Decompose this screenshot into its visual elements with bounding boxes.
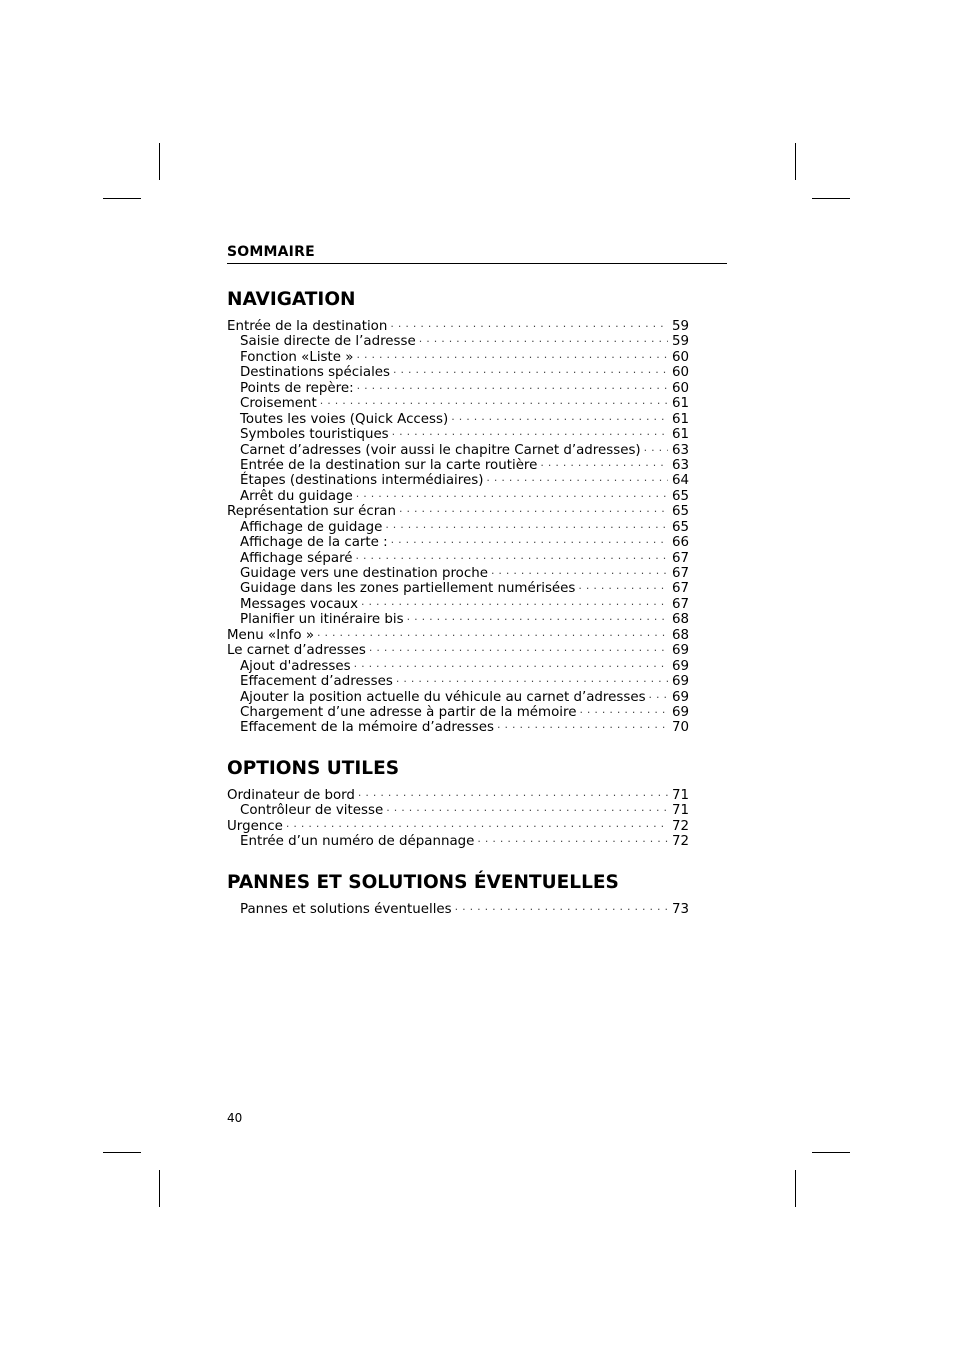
toc-entry-page: 67 — [671, 596, 689, 612]
toc-entry-page: 65 — [671, 504, 689, 520]
toc-entry-label: Guidage dans les zones partiellement numérisées — [240, 581, 576, 597]
dot-leader — [579, 705, 668, 720]
dot-leader — [385, 520, 668, 535]
toc-entry-page: 64 — [671, 473, 689, 489]
toc-entry-label: Ajout d'adresses — [240, 658, 351, 674]
toc-entry[interactable] — [227, 659, 689, 674]
toc-entry-page: 69 — [671, 658, 689, 674]
dot-leader — [396, 674, 668, 689]
toc-entry[interactable] — [227, 427, 689, 442]
toc-entry-label: Chargement d’une adresse à partir de la mémoire — [240, 704, 577, 720]
toc-entry-list — [227, 902, 689, 917]
dot-leader — [486, 473, 668, 488]
dot-leader — [419, 334, 668, 349]
toc-entry-label: Carnet d’adresses (voir aussi le chapitre Carnet d’adresses) — [240, 442, 641, 458]
toc-entry-label: Guidage vers une destination proche — [240, 566, 488, 581]
toc-entry-label: Toutes les voies (Quick Access) — [240, 411, 449, 427]
dot-leader — [455, 902, 668, 917]
toc-entry-page: 60 — [671, 365, 689, 381]
toc-entry-page: 61 — [671, 396, 689, 412]
toc-entry-label: Saisie directe de l’adresse — [240, 334, 416, 350]
toc-entry[interactable] — [227, 902, 689, 917]
dot-leader — [393, 365, 668, 380]
toc-entry-list — [227, 788, 689, 850]
toc-entry[interactable] — [227, 628, 689, 643]
dot-leader — [390, 319, 668, 334]
toc-entry-page: 70 — [671, 720, 689, 736]
toc-entry-page: 72 — [671, 818, 689, 834]
toc-entry-label: Ordinateur de bord — [227, 787, 355, 803]
dot-leader — [578, 581, 668, 596]
crop-mark-top-left-vertical — [159, 143, 160, 180]
toc-entry[interactable] — [227, 504, 689, 519]
dot-leader — [644, 443, 668, 458]
dot-leader — [407, 612, 668, 627]
dot-leader — [477, 834, 668, 849]
dot-leader — [357, 381, 668, 396]
toc-entry-page: 67 — [671, 566, 689, 581]
dot-leader — [317, 628, 668, 643]
toc-entry-page: 66 — [671, 535, 689, 551]
toc-entry-label: Points de repère: — [240, 380, 354, 396]
toc-entry[interactable] — [227, 705, 689, 720]
dot-leader — [649, 690, 668, 705]
toc-section — [227, 288, 727, 736]
toc-entry-page: 59 — [671, 319, 689, 334]
toc-entry-label: Effacement de la mémoire d’adresses — [240, 720, 494, 736]
toc-entry-page: 69 — [671, 689, 689, 705]
toc-entry[interactable] — [227, 720, 689, 735]
toc-entry[interactable] — [227, 350, 689, 365]
toc-entry-label: Effacement d’adresses — [240, 674, 393, 690]
toc-entry-page: 63 — [671, 442, 689, 458]
toc-entry-label: Planifier un itinéraire bis — [240, 612, 404, 628]
toc-entry-label: Étapes (destinations intermédiaires) — [240, 473, 484, 489]
page-header: SOMMAIRE — [227, 244, 727, 264]
toc-entry[interactable] — [227, 334, 689, 349]
crop-mark-top-left-horizontal — [103, 198, 141, 199]
dot-leader — [540, 458, 668, 473]
toc-entry[interactable] — [227, 643, 689, 658]
toc-entry[interactable] — [227, 365, 689, 380]
crop-mark-bottom-left-vertical — [159, 1170, 160, 1207]
dot-leader — [369, 643, 668, 658]
dot-leader — [356, 551, 668, 566]
toc-entry[interactable] — [227, 458, 689, 473]
toc-entry[interactable] — [227, 489, 689, 504]
dot-leader — [497, 720, 668, 735]
toc-section — [227, 757, 727, 850]
toc-entry-page: 67 — [671, 581, 689, 597]
toc-entry-label: Affichage de guidage — [240, 519, 383, 535]
toc-entry-label: Entrée de la destination sur la carte routière — [240, 457, 538, 473]
dot-leader — [386, 803, 668, 818]
toc-entry[interactable] — [227, 473, 689, 488]
table-of-contents — [227, 244, 727, 917]
dot-leader — [361, 597, 668, 612]
toc-entry[interactable] — [227, 581, 689, 596]
toc-entry-label: Ajouter la position actuelle du véhicule au carnet d’adresses — [240, 689, 646, 705]
toc-entry-page: 60 — [671, 349, 689, 365]
toc-entry-page: 65 — [671, 519, 689, 535]
toc-entry-page: 71 — [671, 787, 689, 803]
crop-mark-top-right-vertical — [795, 143, 796, 180]
toc-entry-label: Entrée de la destination — [227, 319, 388, 334]
section-title: PANNES ET SOLUTIONS ÉVENTUELLES — [227, 871, 619, 893]
dot-leader — [392, 427, 668, 442]
toc-entry-label: Arrêt du guidage — [240, 488, 353, 504]
toc-entry-label: Croisement — [240, 396, 317, 412]
toc-entry[interactable] — [227, 788, 689, 803]
toc-entry-label: Pannes et solutions éventuelles — [240, 901, 452, 917]
toc-entry-page: 60 — [671, 380, 689, 396]
toc-entry-page: 63 — [671, 457, 689, 473]
toc-entry-page: 68 — [671, 627, 689, 643]
toc-entry-page: 69 — [671, 704, 689, 720]
crop-mark-bottom-right-vertical — [795, 1170, 796, 1207]
dot-leader — [451, 412, 668, 427]
toc-entry[interactable] — [227, 612, 689, 627]
dot-leader — [491, 566, 668, 581]
toc-entry[interactable] — [227, 535, 689, 550]
toc-entry[interactable] — [227, 412, 689, 427]
crop-mark-bottom-right-horizontal — [812, 1152, 850, 1153]
toc-entry-label: Fonction «Liste » — [240, 349, 354, 365]
toc-entry-page: 61 — [671, 427, 689, 443]
section-title: NAVIGATION — [227, 289, 356, 310]
dot-leader — [286, 819, 668, 834]
page-number: 40 — [227, 1111, 243, 1125]
toc-entry-label: Affichage séparé — [240, 550, 353, 566]
section-title: OPTIONS UTILES — [227, 757, 400, 779]
toc-entry[interactable] — [227, 803, 689, 818]
toc-entry[interactable] — [227, 566, 689, 581]
toc-entry-page: 71 — [671, 803, 689, 819]
crop-mark-bottom-left-horizontal — [103, 1152, 141, 1153]
toc-entry-page: 73 — [671, 901, 689, 917]
toc-entry-page: 68 — [671, 612, 689, 628]
toc-entry[interactable] — [227, 551, 689, 566]
toc-entry-page: 61 — [671, 411, 689, 427]
toc-entry-page: 65 — [671, 488, 689, 504]
toc-entry-label: Représentation sur écran — [227, 504, 396, 520]
toc-entry-page: 67 — [671, 550, 689, 566]
toc-entry[interactable] — [227, 690, 689, 705]
toc-entry[interactable] — [227, 520, 689, 535]
toc-entry-label: Entrée d’un numéro de dépannage — [240, 834, 475, 850]
toc-entry-page: 69 — [671, 674, 689, 690]
toc-entry-label: Destinations spéciales — [240, 365, 391, 381]
toc-entry-page: 72 — [671, 834, 689, 850]
crop-mark-top-right-horizontal — [812, 198, 850, 199]
dot-leader — [356, 489, 668, 504]
toc-entry[interactable] — [227, 396, 689, 411]
toc-entry[interactable] — [227, 319, 689, 334]
toc-entry[interactable] — [227, 674, 689, 689]
toc-entry[interactable] — [227, 819, 689, 834]
dot-leader — [356, 350, 667, 365]
toc-entry-page: 69 — [671, 643, 689, 659]
toc-entry-label: Contrôleur de vitesse — [240, 803, 384, 819]
toc-entry-label: Symboles touristiques — [240, 427, 389, 443]
toc-entry[interactable] — [227, 597, 689, 612]
toc-entry-label: Le carnet d’adresses — [227, 643, 366, 659]
toc-entry[interactable] — [227, 443, 689, 458]
toc-entry[interactable] — [227, 834, 689, 849]
toc-entry-label: Urgence — [227, 818, 283, 834]
toc-section — [227, 871, 727, 917]
dot-leader — [399, 504, 668, 519]
dot-leader — [354, 659, 668, 674]
toc-entry-page: 59 — [671, 334, 689, 350]
toc-entry-list — [227, 319, 689, 736]
toc-entry-label: Messages vocaux — [240, 596, 359, 612]
dot-leader — [391, 535, 668, 550]
toc-entry[interactable] — [227, 381, 689, 396]
toc-entry-label: Menu «Info » — [227, 627, 315, 643]
dot-leader — [358, 788, 668, 803]
dot-leader — [320, 396, 668, 411]
toc-entry-label: Affichage de la carte : — [240, 535, 388, 551]
toc-sections — [227, 288, 727, 917]
